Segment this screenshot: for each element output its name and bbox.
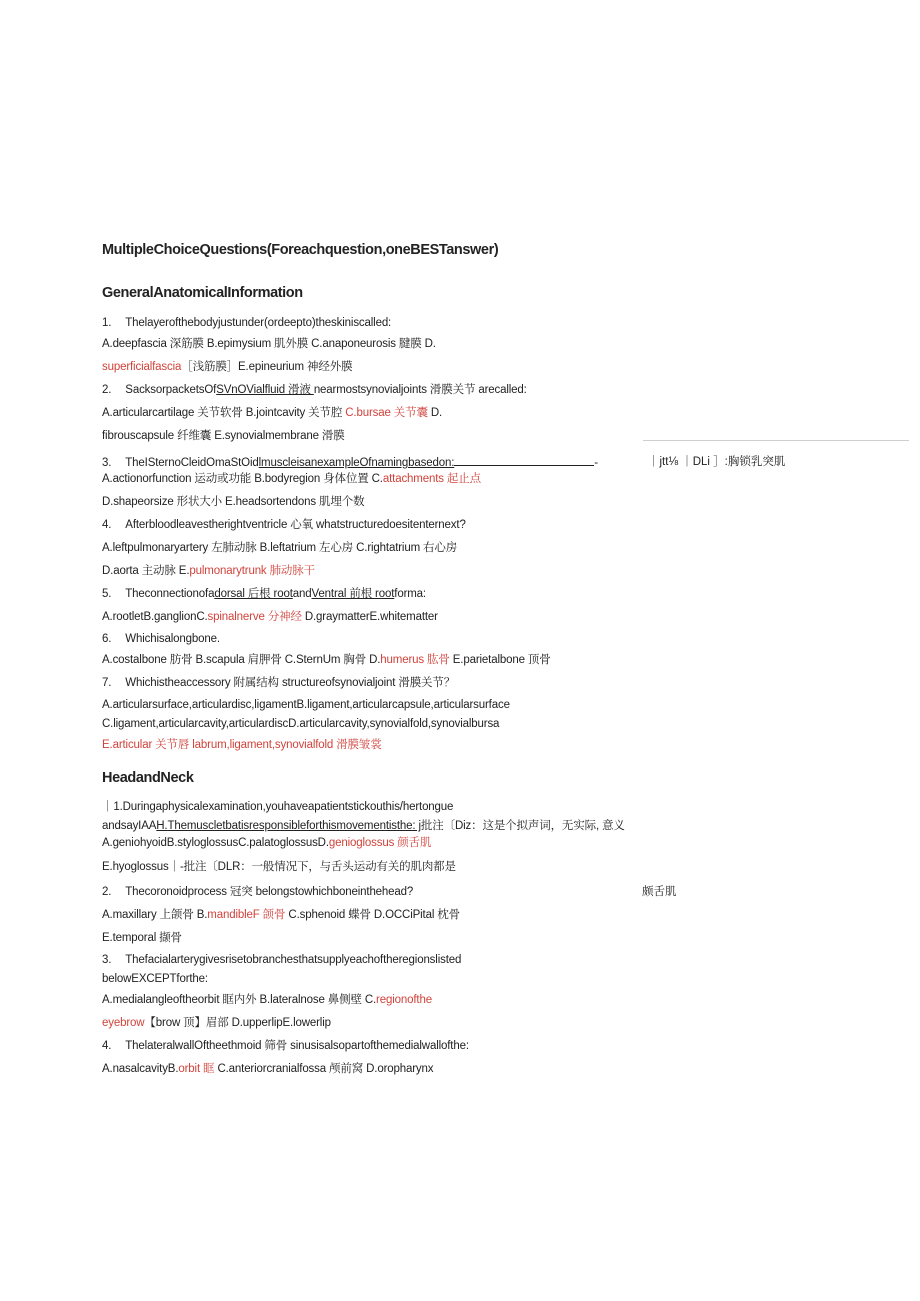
- question-7-options: A.articularsurface,articulardisc,ligamentB.ligament,articularcapsule,articularsurface: [102, 699, 510, 711]
- question-4: [102, 518, 466, 533]
- underlined-term: H.Themuscletbatisresponsibleforthismovementisthe: j: [156, 820, 421, 832]
- hn-question-3: [102, 953, 461, 968]
- question-1-options: A.deepfascia 深筋膜 B.epimysium 肌外膜 C.anaponeurosis 腱膜 D.: [102, 338, 436, 350]
- option-text: A.nasalcavityB.: [102, 1063, 179, 1075]
- underlined-term: dorsal 后根 root: [214, 588, 293, 600]
- question-text: andsayIAA: [102, 820, 157, 832]
- question-text-cont: nearmostsynovialjoints 滑膜关节 arecalled:: [313, 384, 527, 396]
- question-text: Theconnectionofa: [125, 588, 215, 600]
- question-text: Thecoronoidprocess 冠突 belongstowhichboneinthehead?: [125, 886, 414, 898]
- question-number: 4.: [102, 1040, 112, 1052]
- section-heading-head-neck: HeadandNeck: [102, 770, 194, 786]
- option-text: E.: [102, 739, 113, 751]
- margin-rule: [643, 440, 909, 441]
- answer-highlight: attachments 起止点: [382, 473, 481, 485]
- hn-question-2: [102, 885, 413, 900]
- question-5-options: [102, 610, 438, 625]
- hn-question-1-cont: [102, 819, 625, 834]
- answer-highlight: humerus 肱骨: [380, 654, 450, 666]
- answer-highlight: mandibleF 颌骨: [207, 909, 286, 921]
- question-text: Thefacialarterygivesrisetobranchesthatsupplyeachoftheregionslisted: [125, 954, 462, 966]
- option-text: A.maxillary 上颌骨 B.: [102, 909, 208, 921]
- hn-question-3-options: [102, 993, 432, 1008]
- question-text: Thelayerofthebodyjustunder(ordeepto)theskiniscalled:: [125, 317, 392, 329]
- answer-highlight: superficialfascia: [102, 361, 182, 373]
- answer-highlight: eyebrow: [102, 1017, 145, 1029]
- question-number: 6.: [102, 633, 112, 645]
- question-4-options: A.leftpulmonaryartery 左肺动脉 B.leftatrium 左心房 C.rightatrium 右心房: [102, 542, 458, 554]
- question-7-options-answer: [102, 738, 382, 753]
- answer-highlight: genioglossus 颜舌肌: [328, 837, 432, 849]
- page-title: MultipleChoiceQuestions(Foreachquestion,oneBESTanswer): [102, 242, 499, 258]
- question-6-options: [102, 653, 551, 668]
- question-number: 3.: [102, 457, 112, 469]
- question-number: 5.: [102, 588, 112, 600]
- answer-highlight: pulmonarytrunk 肺动脉干: [189, 565, 315, 577]
- question-7-options-cont: C.ligament,articularcavity,articulardiscD.articularcavity,synovialfold,synovialbursa: [102, 718, 500, 730]
- question-text: SacksorpacketsOf: [125, 384, 217, 396]
- option-text: C.anteriorcranialfossa 颅前窝 D.oropharynx: [214, 1063, 434, 1075]
- hn-question-2-options: [102, 908, 460, 923]
- question-5: [102, 587, 426, 602]
- answer-highlight: orbit 眶: [178, 1063, 215, 1075]
- question-number: 7.: [102, 677, 112, 689]
- answer-highlight: spinalnerve 分神经: [207, 611, 302, 623]
- option-text: D.graymatterE.whitematter: [301, 611, 438, 623]
- option-text: A.actionorfunction 运动或功能 B.bodyregion 身体位置 C.: [102, 473, 383, 485]
- answer-blank: [454, 455, 594, 466]
- answer-highlight: regionofthe: [376, 994, 432, 1006]
- question-number: 2.: [102, 886, 112, 898]
- option-text: A.articularcartilage 关节软骨 B.jointcavity 关节腔: [102, 407, 346, 419]
- answer-highlight: C.bursae 关节囊: [345, 407, 428, 419]
- option-text: 【brow 顶】眉部 D.upperlipE.lowerlip: [144, 1017, 331, 1029]
- question-text: ThelateralwallOftheethmoid 筛骨 sinusisalsopartofthemedialwallofthe:: [125, 1040, 469, 1052]
- question-1-options-cont: [102, 360, 352, 375]
- question-3-options: [102, 472, 481, 487]
- option-text: C.sphenoid 蝶骨 D.OCCiPital 枕骨: [285, 909, 460, 921]
- question-2-options: [102, 406, 442, 421]
- hn-question-4-options: [102, 1062, 433, 1077]
- hn-question-3-cont: belowEXCEPTforthe:: [102, 973, 208, 985]
- question-text: Afterbloodleavestherightventricle 心氧 whatstructuredoesitenternext?: [125, 519, 466, 531]
- question-text: Whichistheaccessory 附属结构 structureofsynovialjoint 滑膜关节？: [125, 677, 456, 689]
- question-3-options-cont: D.shapeorsize 形状大小 E.headsortendons 肌埋个数: [102, 496, 365, 508]
- answer-highlight: articular 关节唇 labrum,ligament,synovialfold 滑膜皱裳: [112, 739, 382, 751]
- hn-question-1: ｜1.Duringaphysicalexamination,youhaveapatientstickouthis/hertongue: [102, 801, 454, 813]
- option-text: A.medialangleoftheorbit 眶内外 B.lateralnose 鼻侧壁 C.: [102, 994, 377, 1006]
- underlined-term: Ventral 前根 root: [311, 588, 395, 600]
- question-number: 3.: [102, 954, 112, 966]
- hn-question-1-options: [102, 836, 431, 851]
- question-text: Whichisalongbone.: [125, 633, 220, 645]
- question-text: TheISternoCleidOmaStOid: [125, 457, 259, 469]
- hn-question-4: [102, 1039, 469, 1054]
- question-text-end: forma:: [394, 588, 426, 600]
- option-text: D.: [427, 407, 443, 419]
- option-text: A.costalbone 肪骨 B.scapula 肩胛骨 C.SternUm 胸骨 D.: [102, 654, 381, 666]
- hn-question-3-options-cont: [102, 1016, 331, 1031]
- hn-question-1-options-cont: E.hyoglossus｜-批注〔DLR：一般情况下，与舌头运动有关的肌肉都是: [102, 861, 456, 873]
- underlined-term: SVnOVialfluid 滑液: [216, 384, 314, 396]
- margin-note-hn2: 颇舌肌: [642, 886, 677, 898]
- question-6: [102, 632, 220, 647]
- section-heading-general: GeneralAnatomicalInformation: [102, 285, 303, 301]
- question-text-end: -: [594, 457, 598, 469]
- question-number: 4.: [102, 519, 112, 531]
- option-text: ［浅筋膜］E.epineurium 神经外膜: [181, 361, 353, 373]
- question-1: [102, 316, 391, 331]
- question-text-mid: and: [292, 588, 312, 600]
- question-7: [102, 676, 455, 691]
- option-text: D.aorta 主动脉 E.: [102, 565, 190, 577]
- option-text: E.parietalbone 顶骨: [449, 654, 551, 666]
- question-2: [102, 383, 527, 398]
- question-number: 1.: [102, 317, 112, 329]
- question-3: [102, 455, 598, 471]
- question-4-options-cont: [102, 564, 315, 579]
- margin-note-q3: ｜jtt⅛ ｜DLi ］:胸锁乳突肌: [648, 456, 786, 468]
- option-text: A.rootletB.ganglionC.: [102, 611, 208, 623]
- question-2-options-cont: fibrouscapsule 纤维囊 E.synovialmembrane 滑膜: [102, 430, 345, 442]
- comment-note: 批注〔Diz：这是个拟声词，无实际, 意义: [420, 820, 625, 832]
- hn-question-2-options-cont: E.temporal 撷骨: [102, 932, 182, 944]
- underlined-term: lmuscleisanexampleOfnamingbasedon:: [258, 457, 455, 469]
- question-number: 2.: [102, 384, 112, 396]
- option-text: A.geniohyoidB.styloglossusC.palatoglossusD.: [102, 837, 329, 849]
